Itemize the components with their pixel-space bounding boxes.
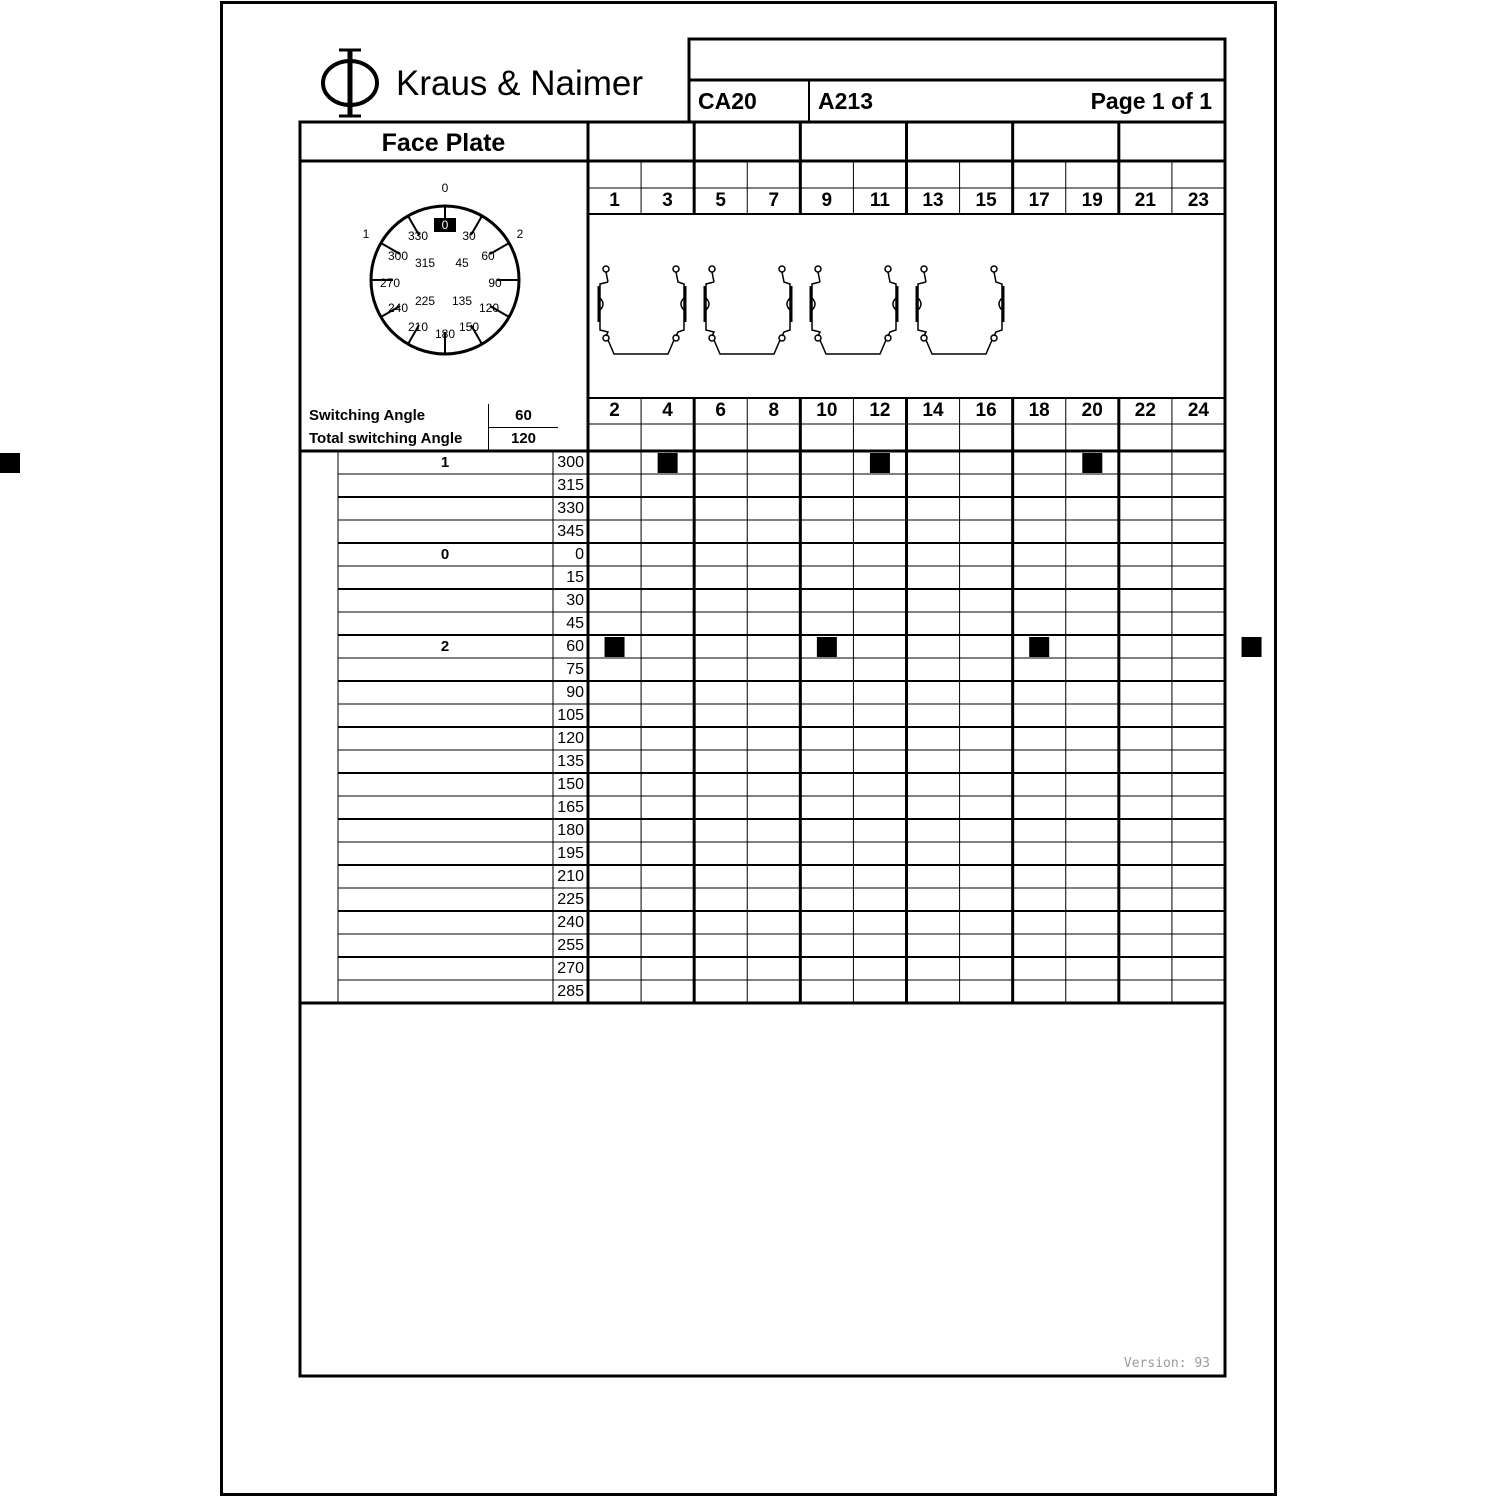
terminal-top-13: 13 xyxy=(922,190,944,211)
contact-closed-mark xyxy=(1082,453,1102,473)
row-angle: 345 xyxy=(557,523,584,540)
row-angle: 90 xyxy=(566,684,584,701)
face-plate-title: Face Plate xyxy=(381,129,506,157)
dial-angle-label: 270 xyxy=(379,276,401,290)
program-code: A213 xyxy=(818,88,873,114)
row-angle: 165 xyxy=(557,799,584,816)
terminal-top-9: 9 xyxy=(821,190,833,211)
row-angle: 225 xyxy=(557,891,584,908)
terminal-bottom-6: 6 xyxy=(715,400,726,421)
row-angle: 120 xyxy=(557,730,584,747)
row-angle: 270 xyxy=(557,960,584,977)
contact-closed-mark xyxy=(658,453,678,473)
terminal-bottom-24: 24 xyxy=(1187,400,1209,421)
terminal-bottom-12: 12 xyxy=(869,400,891,421)
version-label: Version: 93 xyxy=(1123,1356,1210,1371)
row-angle: 195 xyxy=(557,845,584,862)
terminal-top-7: 7 xyxy=(768,190,780,211)
contact-closed-mark xyxy=(605,637,625,657)
row-angle: 30 xyxy=(566,592,584,609)
row-angle: 300 xyxy=(557,454,584,471)
terminal-top-5: 5 xyxy=(715,190,726,211)
contact-closed-mark xyxy=(870,453,890,473)
row-position: 1 xyxy=(440,454,450,471)
dial-angle-label: 315 xyxy=(414,256,436,270)
terminal-bottom-10: 10 xyxy=(816,400,838,421)
dial-angle-label: 210 xyxy=(407,320,429,334)
row-position: 0 xyxy=(440,546,450,563)
row-angle: 135 xyxy=(557,753,584,770)
terminal-top-3: 3 xyxy=(662,190,673,211)
dial-angle-label: 180 xyxy=(434,327,456,341)
row-angle: 45 xyxy=(566,615,584,632)
row-angle: 75 xyxy=(566,661,584,678)
row-angle: 180 xyxy=(557,822,584,839)
dial-angle-label: 135 xyxy=(451,294,473,308)
dial-angle-label: 300 xyxy=(387,249,409,263)
terminal-bottom-4: 4 xyxy=(662,400,673,421)
contact-closed-mark xyxy=(1242,637,1262,657)
row-angle: 285 xyxy=(557,983,584,1000)
contact-closed-mark xyxy=(0,453,20,473)
dial-angle-label: 90 xyxy=(488,276,502,290)
total-switching-angle-value: 120 xyxy=(488,427,558,451)
total-switching-angle-label: Total switching Angle xyxy=(309,430,463,447)
terminal-bottom-18: 18 xyxy=(1028,400,1050,421)
contact-symbol-4 xyxy=(917,266,1003,354)
terminal-bottom-8: 8 xyxy=(768,400,780,421)
row-angle: 150 xyxy=(557,776,584,793)
terminal-bottom-2: 2 xyxy=(609,400,620,421)
dial-angle-label: 120 xyxy=(478,301,500,315)
dial-angle-label: 225 xyxy=(414,294,436,308)
dial-angle-label: 45 xyxy=(455,256,469,270)
terminal-bottom-16: 16 xyxy=(975,400,997,421)
row-angle: 15 xyxy=(566,569,584,586)
row-position: 2 xyxy=(440,638,450,655)
switching-angle-value: 60 xyxy=(488,404,558,428)
row-angle: 105 xyxy=(557,707,584,724)
dial-position-label: 0 xyxy=(441,181,449,195)
terminal-top-19: 19 xyxy=(1081,190,1103,211)
terminal-bottom-22: 22 xyxy=(1134,400,1156,421)
terminal-top-15: 15 xyxy=(975,190,997,211)
terminal-bottom-20: 20 xyxy=(1081,400,1103,421)
row-angle: 210 xyxy=(557,868,584,885)
page-indicator: Page 1 of 1 xyxy=(1090,88,1212,114)
series-code: CA20 xyxy=(698,88,757,114)
contact-closed-mark xyxy=(1029,637,1049,657)
dial-angle-label: 330 xyxy=(407,229,429,243)
row-angle: 330 xyxy=(557,500,584,517)
row-angle: 60 xyxy=(566,638,584,655)
contact-symbol-3 xyxy=(811,266,897,354)
contact-closed-mark xyxy=(817,637,837,657)
dial-angle-label: 150 xyxy=(458,320,480,334)
row-angle: 255 xyxy=(557,937,584,954)
contact-symbol-1 xyxy=(599,266,685,354)
dial-angle-label: 30 xyxy=(462,229,476,243)
contact-symbols xyxy=(588,260,1028,370)
terminal-top-11: 11 xyxy=(869,190,890,211)
contact-symbol-2 xyxy=(705,266,791,354)
dial-position-label: 2 xyxy=(516,227,524,241)
terminal-top-17: 17 xyxy=(1028,190,1050,211)
switching-angle-label: Switching Angle xyxy=(309,407,426,424)
brand-name: Kraus & Naimer xyxy=(396,64,644,103)
dial-angle-label: 0 xyxy=(441,218,449,232)
row-angle: 315 xyxy=(557,477,584,494)
terminal-top-1: 1 xyxy=(609,190,620,211)
row-angle: 240 xyxy=(557,914,584,931)
terminal-bottom-14: 14 xyxy=(922,400,944,421)
face-plate-dial xyxy=(345,170,545,370)
dial-angle-label: 240 xyxy=(387,301,409,315)
dial-position-label: 1 xyxy=(362,227,370,241)
row-angle: 0 xyxy=(575,546,584,563)
dial-angle-label: 60 xyxy=(481,249,495,263)
terminal-top-23: 23 xyxy=(1187,190,1209,211)
terminal-top-21: 21 xyxy=(1134,190,1156,211)
